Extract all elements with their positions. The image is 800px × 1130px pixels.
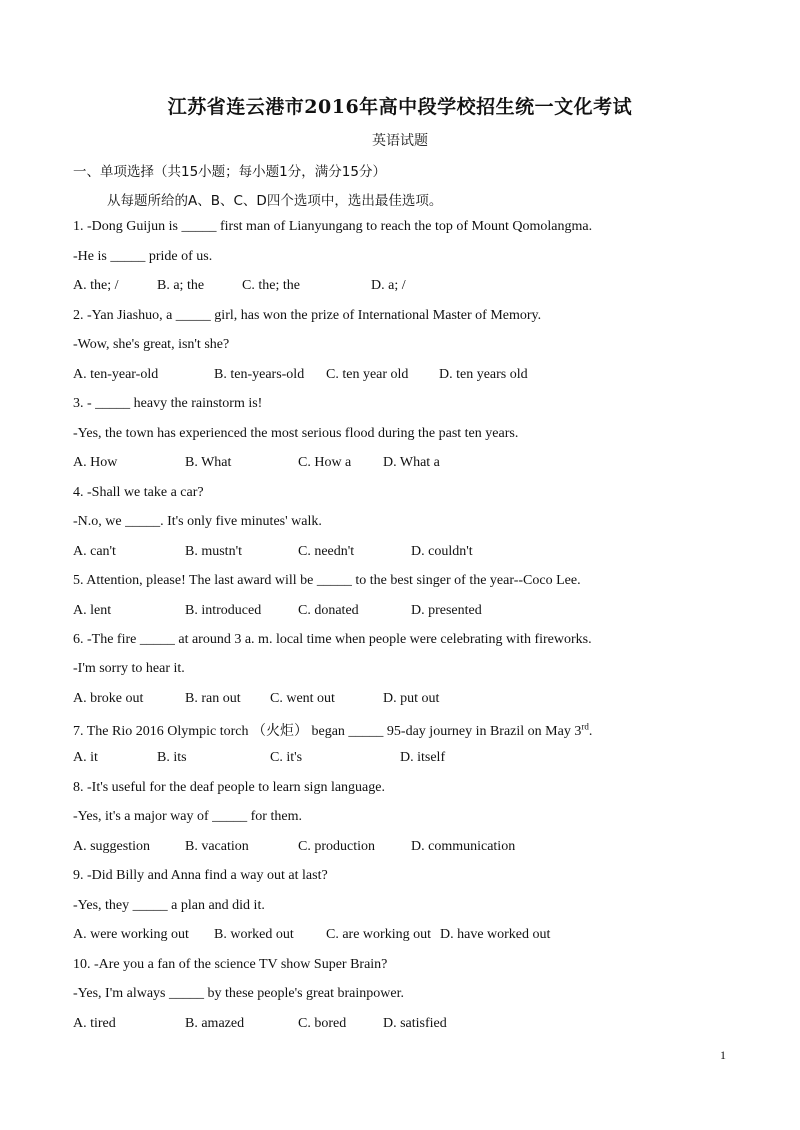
question-4-options — [73, 544, 733, 564]
option-d: D. couldn't — [411, 544, 473, 559]
option-b: B. worked out — [214, 927, 294, 942]
option-a: A. tired — [73, 1016, 116, 1031]
question-3-line-1: 3. - _____ heavy the rainstorm is! — [73, 396, 263, 411]
question-9-options — [73, 927, 733, 947]
question-7-line-1 — [73, 720, 592, 740]
option-c: C. went out — [270, 691, 335, 706]
question-10-options — [73, 1016, 733, 1036]
option-b: B. a; the — [157, 278, 205, 293]
option-b: B. mustn't — [185, 544, 242, 559]
option-b: B. introduced — [185, 603, 262, 618]
question-9-line-2: -Yes, they _____ a plan and did it. — [73, 898, 265, 913]
question-5-options — [73, 603, 733, 623]
question-7-end: . — [588, 724, 593, 739]
ordinal-suffix: rd — [581, 721, 589, 732]
option-c: C. production — [298, 839, 375, 854]
option-a: A. ten-year-old — [73, 367, 159, 382]
option-b: B. ran out — [185, 691, 241, 706]
question-3-options — [73, 455, 733, 475]
option-d: D. a; / — [371, 278, 406, 293]
question-6-options — [73, 691, 733, 711]
exam-subtitle: 英语试题 — [372, 133, 428, 149]
option-c: C. How a — [298, 455, 352, 470]
question-6-line-2: -I'm sorry to hear it. — [73, 661, 185, 676]
question-10-line-1: 10. -Are you a fan of the science TV show Super Brain? — [73, 957, 388, 972]
option-a: A. can't — [73, 544, 116, 559]
option-a: A. How — [73, 455, 118, 470]
option-a: A. suggestion — [73, 839, 150, 854]
question-1-options — [73, 278, 733, 298]
question-7-options — [73, 750, 733, 770]
option-d: D. itself — [400, 750, 446, 765]
question-7-text: 7. The Rio 2016 Olympic torch （火炬） began _____ 95-day journey in Brazil on May 3 — [73, 724, 582, 739]
question-6-line-1: 6. -The fire _____ at around 3 a. m. local time when people were celebrating with fireworks. — [73, 632, 592, 647]
option-d: D. have worked out — [440, 927, 551, 942]
option-c: C. are working out — [326, 927, 431, 942]
question-4-line-1: 4. -Shall we take a car? — [73, 485, 204, 500]
question-2-line-2: -Wow, she's great, isn't she? — [73, 337, 230, 352]
question-1-line-1: 1. -Dong Guijun is _____ first man of Lianyungang to reach the top of Mount Qomolangma. — [73, 219, 593, 234]
question-4-line-2: -N.o, we _____. It's only five minutes' walk. — [73, 514, 322, 529]
option-c: C. bored — [298, 1016, 347, 1031]
option-b: B. amazed — [185, 1016, 245, 1031]
section-heading: 一、单项选择（共15小题；每小题1分，满分15分） — [73, 164, 386, 180]
option-d: D. What a — [383, 455, 440, 470]
option-d: D. put out — [383, 691, 440, 706]
exam-title: 江苏省连云港市2016年高中段学校招生统一文化考试 — [167, 96, 633, 118]
question-3-line-2: -Yes, the town has experienced the most serious flood during the past ten years. — [73, 426, 519, 441]
question-8-line-1: 8. -It's useful for the deaf people to learn sign language. — [73, 780, 385, 795]
option-d: D. satisfied — [383, 1016, 447, 1031]
question-1-line-2: -He is _____ pride of us. — [73, 249, 213, 264]
question-9-line-1: 9. -Did Billy and Anna find a way out at last? — [73, 868, 328, 883]
question-5-line-1: 5. Attention, please! The last award will be _____ to the best singer of the year--Coco Lee. — [73, 573, 581, 588]
section-instruction: 从每题所给的A、B、C、D四个选项中，选出最佳选项。 — [107, 193, 443, 209]
option-d: D. ten years old — [439, 367, 528, 382]
question-10-line-2: -Yes, I'm always _____ by these people's great brainpower. — [73, 986, 404, 1001]
option-d: D. communication — [411, 839, 516, 854]
option-c: C. donated — [298, 603, 359, 618]
page-number: 1 — [720, 1048, 726, 1062]
option-c: C. needn't — [298, 544, 355, 559]
option-b: B. What — [185, 455, 232, 470]
option-c: C. it's — [270, 750, 303, 765]
option-a: A. were working out — [73, 927, 189, 942]
option-d: D. presented — [411, 603, 482, 618]
question-8-line-2: -Yes, it's a major way of _____ for them. — [73, 809, 302, 824]
option-b: B. ten-years-old — [214, 367, 305, 382]
option-a: A. lent — [73, 603, 112, 618]
option-c: C. ten year old — [326, 367, 409, 382]
option-a: A. the; / — [73, 278, 119, 293]
option-a: A. it — [73, 750, 98, 765]
option-b: B. vacation — [185, 839, 249, 854]
question-8-options — [73, 839, 733, 859]
option-b: B. its — [157, 750, 187, 765]
question-2-line-1: 2. -Yan Jiashuo, a _____ girl, has won the prize of International Master of Memory. — [73, 308, 542, 323]
option-a: A. broke out — [73, 691, 144, 706]
question-2-options — [73, 367, 733, 387]
option-c: C. the; the — [242, 278, 300, 293]
